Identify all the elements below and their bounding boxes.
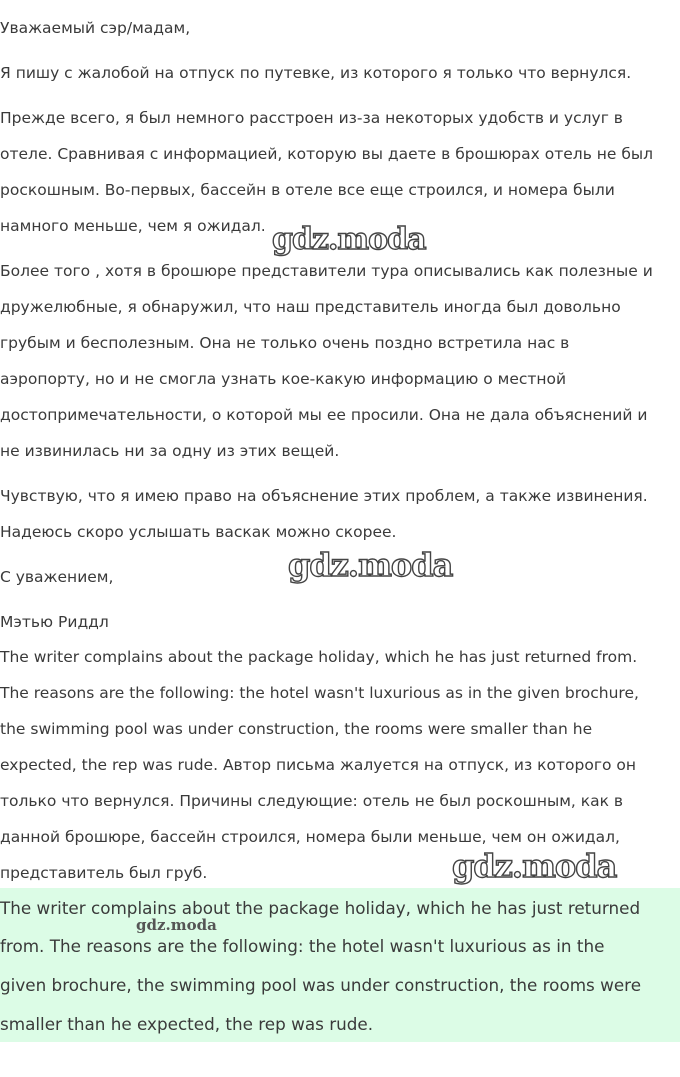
watermark: gdz.moda: [272, 222, 426, 257]
paragraph-3-line: Более того , хотя в брошюре представители тура описывались как полезные и: [0, 262, 653, 280]
paragraph-2-line: намного меньше, чем я ожидал.: [0, 217, 266, 235]
paragraph-4-line: Чувствую, что я имею право на объяснение этих проблем, а также извинения.: [0, 487, 648, 505]
watermark: gdz.moda: [288, 546, 453, 584]
answer-line: smaller than he expected, the rep was rude.: [0, 1014, 374, 1034]
paragraph-3-line: грубым и бесполезным. Она не только очень поздно встретила нас в: [0, 334, 570, 352]
greeting: Уважаемый сэр/мадам,: [0, 19, 191, 37]
answer-line: The writer complains about the package holiday, which he has just returned: [0, 898, 641, 918]
summary-line: только что вернулся. Причины следующие: отель не был роскошным, как в: [0, 792, 624, 810]
answer-line: given brochure, the swimming pool was under construction, the rooms were: [0, 975, 642, 995]
paragraph-3-line: дружелюбные, я обнаружил, что наш представитель иногда был довольно: [0, 298, 621, 316]
summary-line: the swimming pool was under construction, the rooms were smaller than he: [0, 720, 593, 738]
answer-box: [0, 888, 680, 1042]
summary-line: expected, the rep was rude. Автор письма жалуется на отпуск, из которого он: [0, 756, 637, 774]
closing: С уважением,: [0, 568, 114, 586]
paragraph-3-line: аэропорту, но и не смогла узнать кое-какую информацию о местной: [0, 370, 567, 388]
paragraph-3-line: достопримечательности, о которой мы ее просили. Она не дала объяснений и: [0, 406, 648, 424]
watermark: gdz.moda: [452, 847, 617, 885]
paragraph-4-line: Надеюсь скоро услышать васкак можно скорее.: [0, 523, 397, 541]
summary-line: данной брошюре, бассейн строился, номера были меньше, чем он ожидал,: [0, 828, 620, 846]
signature: Мэтью Риддл: [0, 613, 109, 631]
paragraph-2-line: роскошным. Во-первых, бассейн в отеле все еще строился, и номера были: [0, 181, 615, 199]
summary-line: представитель был груб.: [0, 864, 208, 882]
summary-line: The reasons are the following: the hotel wasn't luxurious as in the given brochure,: [0, 684, 639, 702]
answer-line: from. The reasons are the following: the hotel wasn't luxurious as in the: [0, 936, 605, 956]
paragraph-3-line: не извинилась ни за одну из этих вещей.: [0, 442, 340, 460]
paragraph-2-line: отеле. Сравнивая с информацией, которую вы даете в брошюрах отель не был: [0, 145, 654, 163]
watermark: gdz.moda: [136, 916, 217, 934]
summary-line: The writer complains about the package holiday, which he has just returned from.: [0, 648, 638, 666]
paragraph-1-line: Я пишу с жалобой на отпуск по путевке, из которого я только что вернулся.: [0, 64, 632, 82]
paragraph-2-line: Прежде всего, я был немного расстроен из-за некоторых удобств и услуг в: [0, 109, 623, 127]
